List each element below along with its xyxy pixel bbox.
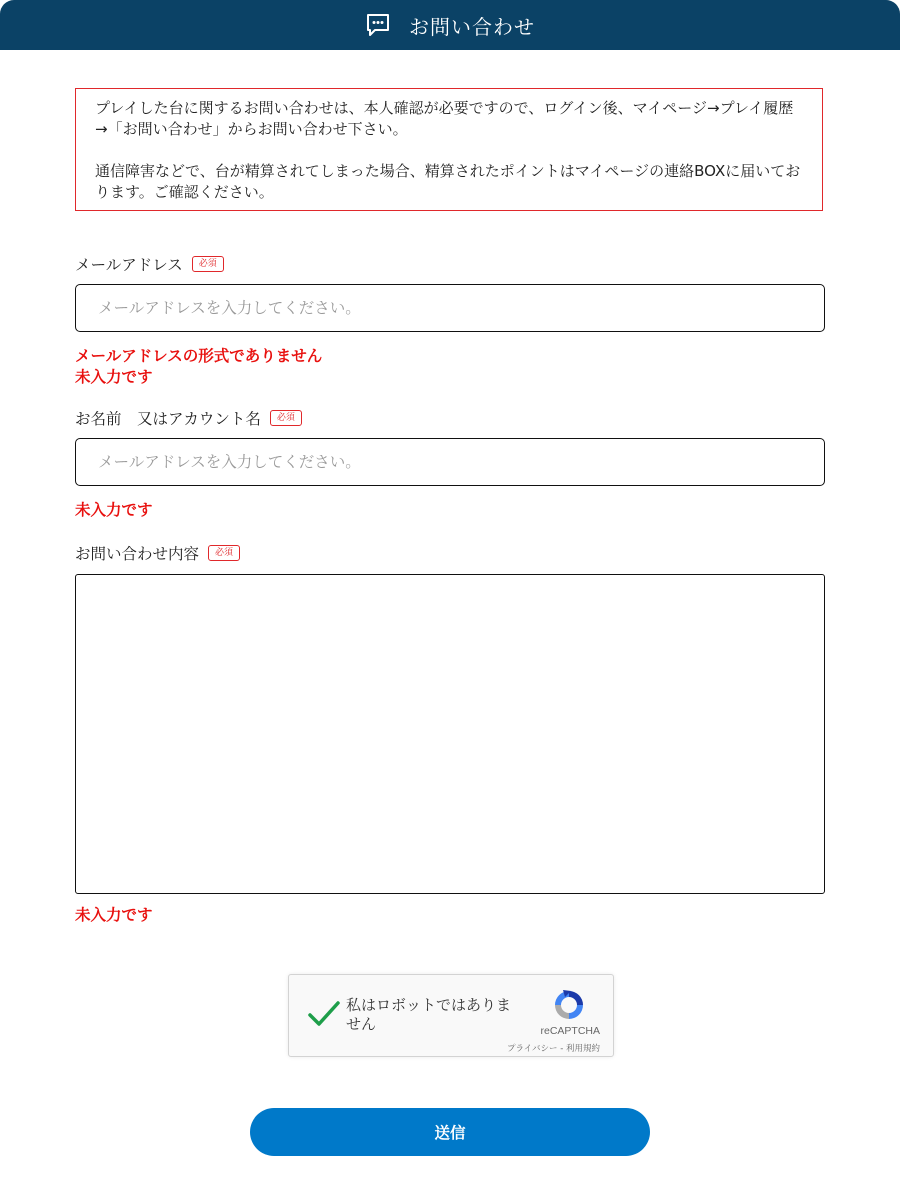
email-label-row <box>75 253 224 275</box>
email-label: メールアドレス <box>75 256 183 274</box>
message-label: お問い合わせ内容 <box>75 545 200 563</box>
recaptcha-logo-icon <box>551 987 587 1023</box>
checkmark-icon[interactable] <box>307 997 341 1031</box>
email-field[interactable] <box>76 285 824 331</box>
email-field-wrapper <box>75 284 825 332</box>
required-badge: 必須 <box>192 256 224 272</box>
message-error-empty: 未入力です <box>75 906 153 924</box>
name-field[interactable] <box>76 439 824 485</box>
email-error-empty: 未入力です <box>75 368 153 386</box>
recaptcha-terms-link[interactable]: プライバシー - 利用規約 <box>506 1044 600 1054</box>
name-error-empty: 未入力です <box>75 501 153 519</box>
message-field[interactable] <box>76 575 824 893</box>
message-label-row <box>75 542 240 564</box>
required-badge: 必須 <box>208 545 240 561</box>
name-label: お名前 又はアカウント名 <box>75 410 261 428</box>
submit-button[interactable]: 送信 <box>250 1108 650 1156</box>
chat-bubble-icon <box>365 12 391 38</box>
notice-paragraph: プレイした台に関するお問い合わせは、本人確認が必要ですので、ログイン後、マイページ→プレイ履歴→「お問い合わせ」からお問い合わせ下さい。 <box>95 99 794 138</box>
page-title: お問い合わせ <box>409 14 535 39</box>
notice-box <box>75 88 823 211</box>
page-header <box>0 0 900 50</box>
notice-paragraph: 通信障害などで、台が精算されてしまった場合、精算されたポイントはマイページの連絡BOXに届いております。ご確認ください。 <box>95 162 801 201</box>
recaptcha-brand: reCAPTCHA <box>540 1025 600 1037</box>
message-field-wrapper <box>75 574 825 894</box>
required-badge: 必須 <box>270 410 302 426</box>
recaptcha-label: 私はロボットではありません <box>346 996 512 1033</box>
name-label-row <box>75 407 302 429</box>
name-field-wrapper <box>75 438 825 486</box>
email-error-format: メールアドレスの形式でありません <box>75 347 323 365</box>
recaptcha-widget <box>288 974 614 1057</box>
